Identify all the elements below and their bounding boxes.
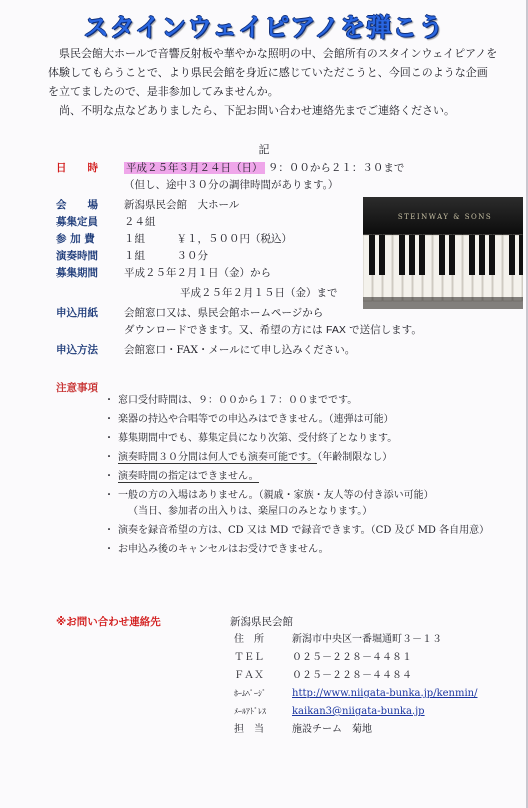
period-label: 募集期間 (56, 267, 98, 279)
date-time: ９：００から２１：３０まで (267, 162, 405, 174)
hp-label: ﾎｰﾑﾍﾟｰｼﾞ (234, 689, 266, 698)
notes-title: 注意事項 (56, 382, 98, 394)
venue-label: 会 場 (56, 199, 98, 211)
piano-keys-image (363, 197, 523, 309)
play-time-value: １組 ３０分 (124, 250, 208, 262)
black-key (399, 235, 405, 275)
fee-label: 参 加 費 (56, 233, 95, 245)
note-item-2: ・ 楽器の持込や合唱等での申込みはできません。（連弾は可能） (118, 412, 394, 428)
contact-title: ※お問い合わせ連絡先 (56, 616, 161, 628)
piano-photo (363, 197, 523, 309)
date-note: （但し、途中３０分の調律時間があります。） (124, 179, 339, 191)
play-time-row (56, 248, 208, 265)
note-item-3: ・ 募集期間中でも、募集定員になり次第、受付終了となります。 (118, 431, 397, 447)
page-title: スタインウェイピアノを弾こう (83, 13, 445, 42)
fee-row (56, 231, 292, 248)
black-key (439, 235, 445, 275)
tel-value: ０２５－２２８－４４８１ (292, 652, 412, 663)
staff-value: 施設チーム 菊地 (292, 724, 372, 735)
form-value-2: ダウンロードできます。又、希望の方には FAX で送信します。 (124, 324, 422, 336)
note-item-5: ・ 演奏時間の指定はできません。 (118, 469, 259, 485)
note-item-6: ・ 一般の方の入場はありません。（親戚・家族・友人等の付き添い可能） (118, 488, 434, 504)
form-row (56, 305, 323, 322)
play-time-label: 演奏時間 (56, 250, 98, 262)
note-item-1: ・ 窓口受付時間は、９：００から１７：００までです。 (118, 393, 357, 409)
note-item-6-sub: （当日、参加者の出入りは、楽屋口のみとなります。） (128, 506, 373, 517)
ki-heading: 記 (258, 143, 270, 156)
capacity-value: ２４組 (124, 216, 156, 228)
note-item-4-main: 演奏時間３０分間は何人でも演奏可能です。 (118, 452, 318, 463)
tel-label: ＴＥＬ (234, 652, 264, 663)
venue-row (56, 197, 239, 214)
venue-value: 新潟県民会館 大ホール (124, 199, 240, 211)
fax-label: ＦＡＸ (234, 670, 264, 681)
fax-value: ０２５－２２８－４４８４ (292, 670, 412, 681)
mail-label: ﾒｰﾙｱﾄﾞﾚｽ (234, 707, 266, 716)
piano-brand-text: STEINWAY & SONS (397, 213, 493, 221)
capacity-row (56, 214, 156, 231)
staff-label: 担 当 (234, 724, 264, 735)
contact-staff-row (234, 722, 372, 738)
note-item-4 (118, 450, 392, 466)
black-key (379, 235, 385, 275)
black-key (489, 235, 495, 275)
date-value: 平成２５年３月２４日（日） (126, 162, 263, 174)
period-value-start: 平成２５年２月１日（金）から (124, 267, 271, 279)
black-key (479, 235, 485, 275)
form-label: 申込用紙 (56, 307, 98, 319)
address-label: 住 所 (234, 634, 264, 645)
hp-link[interactable]: http://www.niigata-bunka.jp/kenmin/ (292, 688, 478, 699)
contact-mail-row (234, 704, 425, 720)
black-key (509, 235, 515, 275)
method-label: 申込方法 (56, 344, 98, 356)
black-key (469, 235, 475, 275)
method-value: 会館窓口・FAX・メールにて申し込みください。 (124, 344, 356, 356)
capacity-label: 募集定員 (56, 216, 98, 228)
black-key (419, 235, 425, 275)
date-label: 日 時 (56, 162, 98, 174)
black-key (519, 235, 523, 275)
date-row (56, 160, 404, 177)
period-row (56, 265, 271, 282)
black-key (449, 235, 455, 275)
address-value: 新潟市中央区一番堀通町３－１３ (292, 634, 442, 645)
mail-link[interactable]: kaikan3@niigata-bunka.jp (292, 706, 425, 717)
method-row (56, 342, 355, 359)
intro-paragraph-2: 尚、不明な点などありましたら、下記お問い合わせ連絡先までご連絡ください。 (59, 104, 455, 117)
period-value-end: 平成２５年２月１５日（金）まで (180, 287, 338, 299)
black-key (409, 235, 415, 275)
black-key (369, 235, 375, 275)
contact-org: 新潟県民会館 (230, 616, 293, 628)
intro-paragraph-1: 県民会館大ホールで音響反射板や華やかな照明の中、会館所有のスタインウェイピアノを体験してもらうことで、より県民会館を身近に感じていただこうと、今回このような企画を立てましたので、是非参加してみませんか。 (48, 47, 498, 98)
intro-text (48, 44, 498, 120)
contact-hp-row (234, 686, 477, 702)
contact-tel-row (234, 650, 412, 666)
contact-fax-row (234, 668, 412, 684)
note-item-7: ・ 演奏を録音希望の方は、CD 又は MD で録音できます。（CD 及び MD 各自用意） (118, 523, 489, 539)
form-value-1: 会館窓口又は、県民会館ホームページから (124, 307, 324, 319)
note-item-4-sub: （年齢制限なし） (317, 452, 393, 463)
note-item-8: ・ お申込み後のキャンセルはお受けできません。 (118, 542, 329, 558)
contact-address-row (234, 632, 442, 648)
fee-value: １組 ￥１，５００円（税込） (124, 233, 292, 245)
